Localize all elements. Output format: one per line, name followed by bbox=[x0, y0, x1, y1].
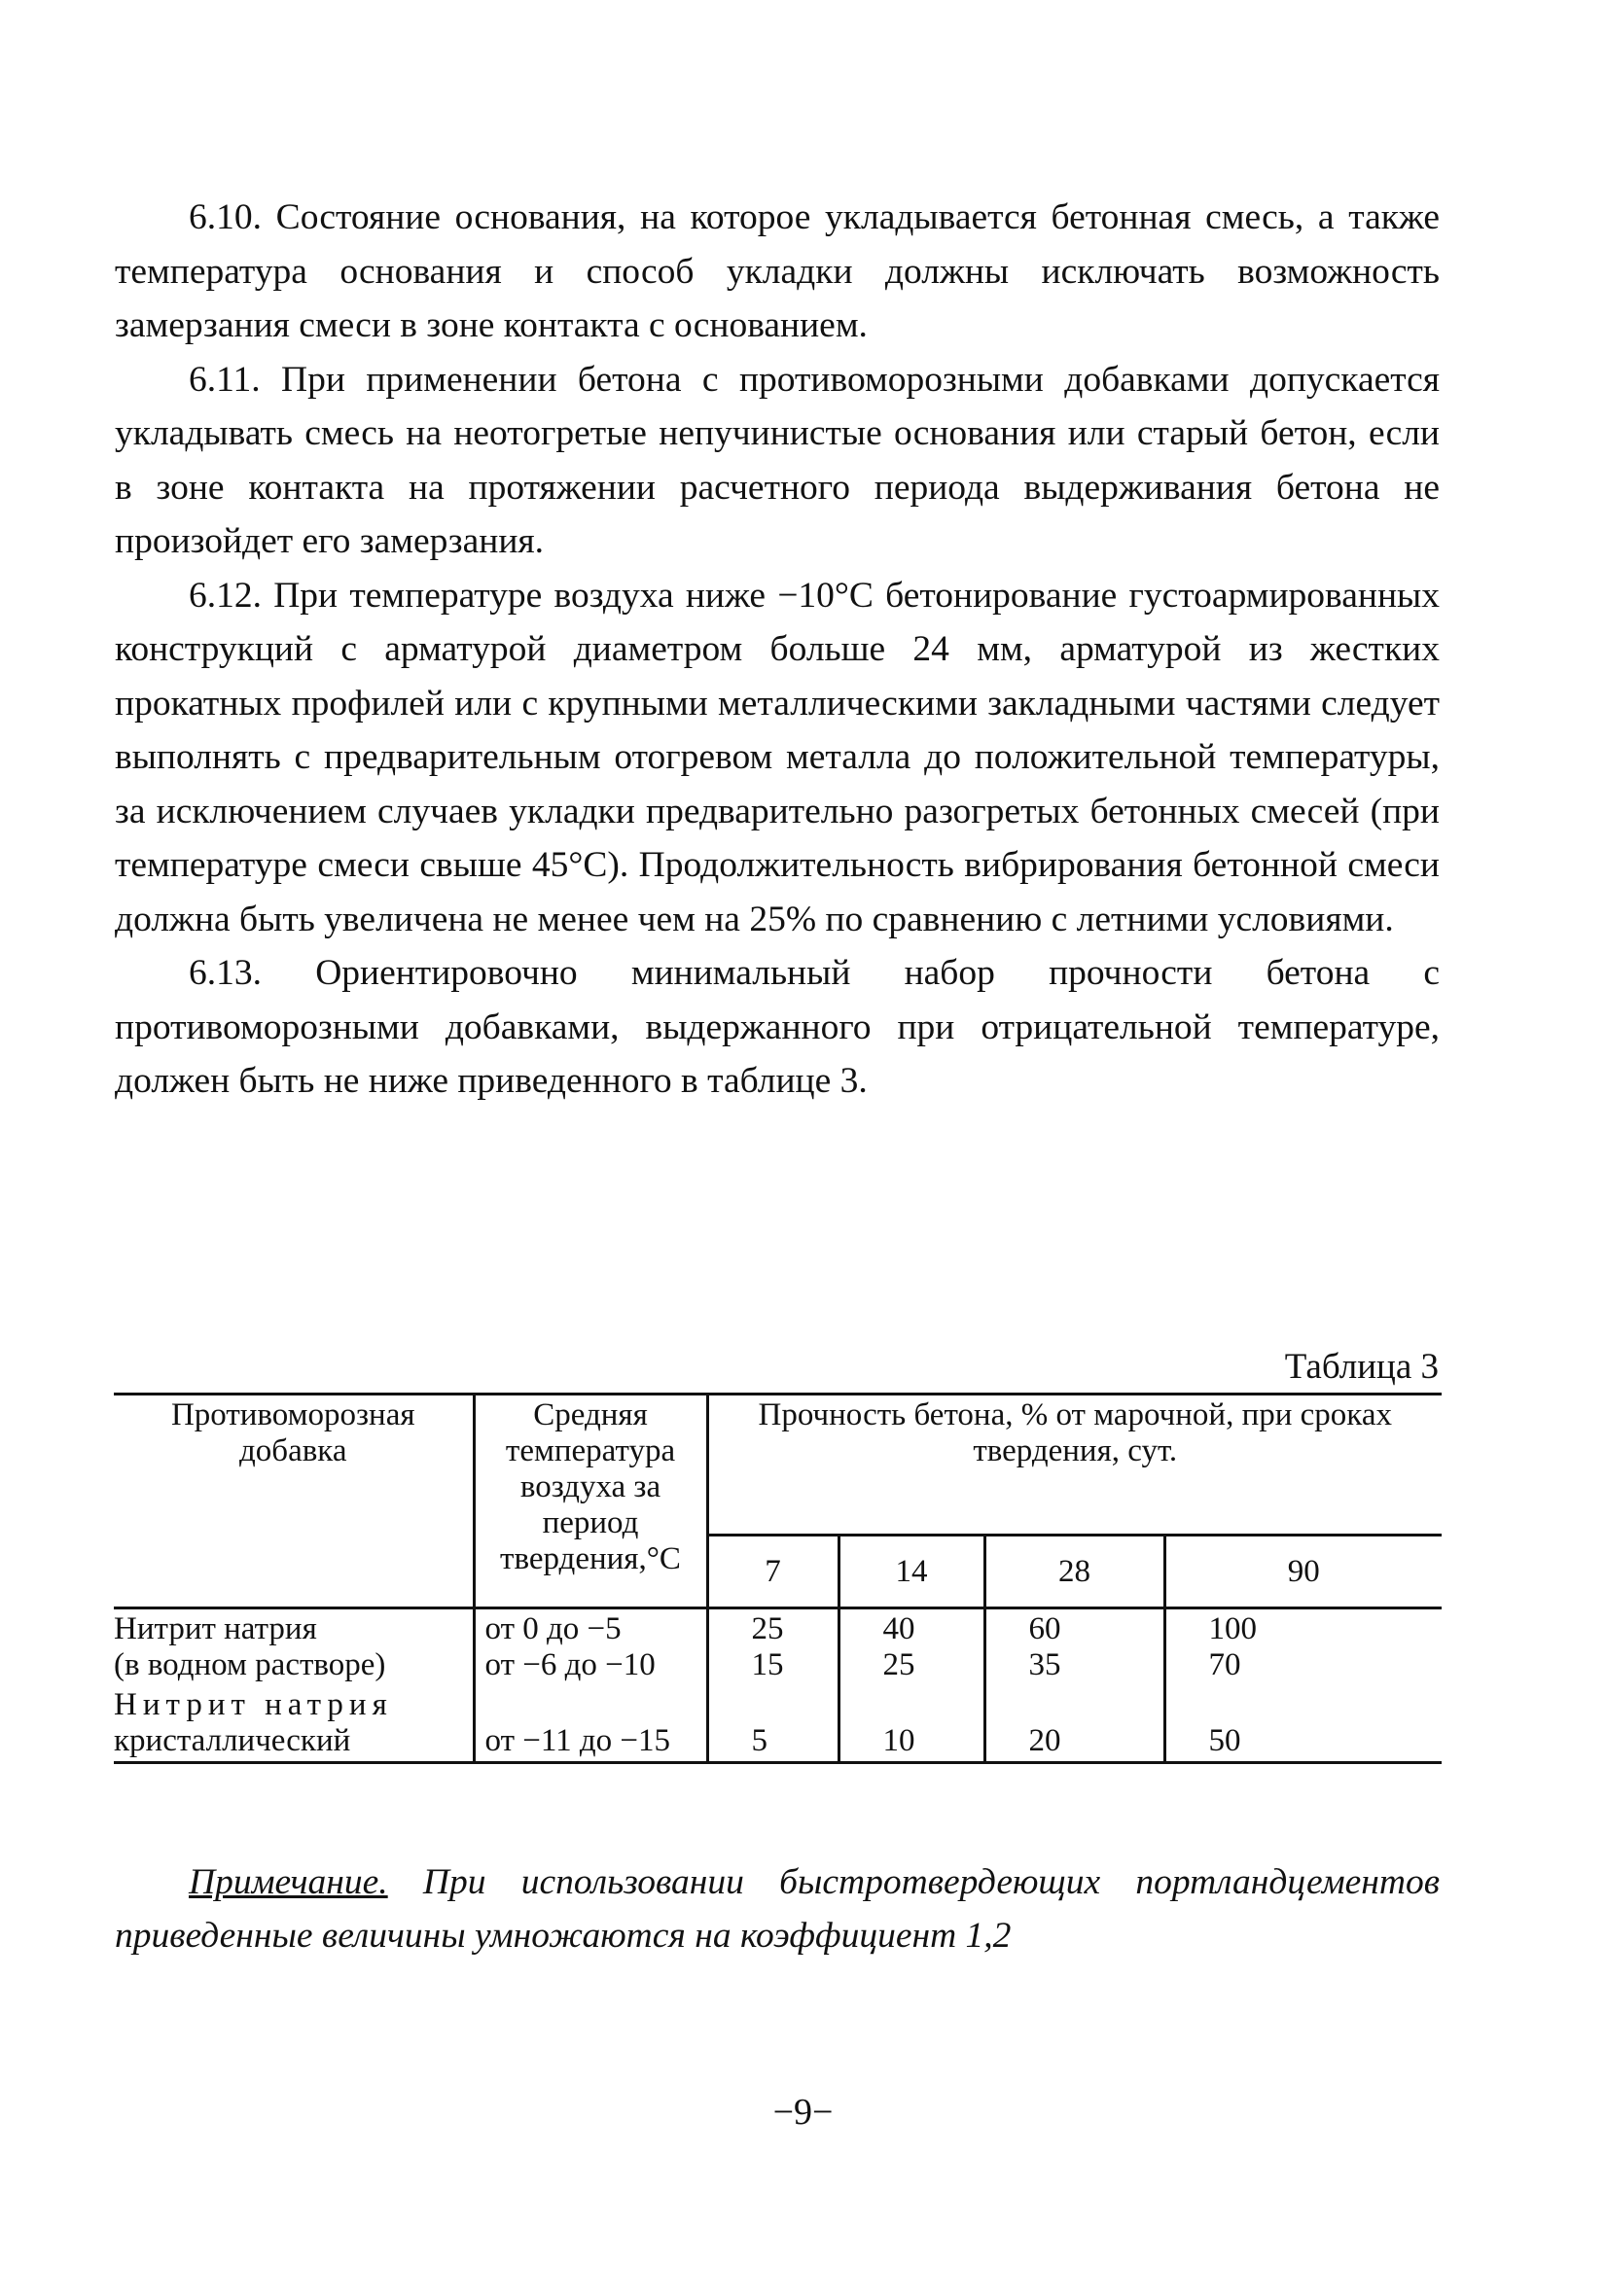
value-cell: 25 bbox=[751, 1611, 784, 1646]
additive-line: кристаллический bbox=[114, 1723, 351, 1758]
value-cell: 10 bbox=[882, 1723, 915, 1758]
paragraph-6-13: 6.13. Ориентировочно минимальный набор прочности бетона с противоморозными добавками, выдержанного при отрицательной температуре, должен быть не ниже приведенного в таблице 3. bbox=[115, 953, 1440, 1101]
header-day-7: 7 bbox=[707, 1536, 839, 1608]
table-label: Таблица 3 bbox=[1284, 1347, 1439, 1387]
value-cell: 40 bbox=[882, 1611, 915, 1646]
header-day-28: 28 bbox=[984, 1536, 1164, 1608]
paragraph-6-11: 6.11. При применении бетона с противоморозными добавками допускается укладывать смесь на неотогретые непучинистые основания или старый бетон, если в зоне контакта на протяжении расчетного периода выдерживания бетона не произойдет его замерзания. bbox=[115, 359, 1440, 561]
value-cell: 5 bbox=[751, 1723, 767, 1758]
header-additive: Противоморозная добавка bbox=[114, 1395, 474, 1608]
additive-line: Нитрит натрия bbox=[114, 1611, 317, 1646]
note-text: При использовании быстротвердеющих портландцементов приведенные величины умножаются на коэффициент 1,2 bbox=[115, 1861, 1440, 1956]
additive-line: Нитрит натрия bbox=[114, 1687, 393, 1722]
table-row bbox=[114, 1685, 1442, 1763]
additive-line: (в водном растворе) bbox=[114, 1647, 386, 1682]
value-cell: 70 bbox=[1208, 1647, 1241, 1682]
value-cell: 25 bbox=[882, 1647, 915, 1682]
value-cell: 100 bbox=[1208, 1611, 1257, 1646]
value-cell: 60 bbox=[1028, 1611, 1061, 1646]
note-label: Примечание. bbox=[189, 1861, 388, 1902]
value-cell: 15 bbox=[751, 1647, 784, 1682]
strength-table bbox=[114, 1393, 1442, 1764]
header-day-14: 14 bbox=[839, 1536, 984, 1608]
paragraph-6-12: 6.12. При температуре воздуха ниже −10°С бетонирование густоармированных конструкций с арматурой диаметром больше 24 мм, арматурой из жестких прокатных профилей или с крупными металлическими закладными частями следует выполнять с предварительным отогревом металла до положительной температуры, за исключением случаев укладки предварительно разогретых бетонных смесей (при температуре смеси свыше 45°С). Продолжительность вибрирования бетонной смеси должна быть увеличена не менее чем на 25% по сравнению с летними условиями. bbox=[115, 575, 1440, 939]
value-cell: 50 bbox=[1208, 1723, 1241, 1758]
table-note bbox=[115, 1855, 1440, 1962]
value-cell: 35 bbox=[1028, 1647, 1061, 1682]
header-strength: Прочность бетона, % от марочной, при сроках твердения, сут. bbox=[707, 1395, 1442, 1536]
paragraph-6-10: 6.10. Состояние основания, на которое укладывается бетонная смесь, а также температура основания и способ укладки должны исключать возможность замерзания смеси в зоне контакта с основанием. bbox=[115, 197, 1440, 345]
temperature-cell: от 0 до −5 bbox=[484, 1611, 622, 1646]
header-day-90: 90 bbox=[1164, 1536, 1442, 1608]
table-row bbox=[114, 1608, 1442, 1686]
temperature-cell: от −11 до −15 bbox=[484, 1723, 671, 1758]
temperature-cell: от −6 до −10 bbox=[484, 1647, 656, 1682]
page-number: −9− bbox=[772, 2092, 834, 2133]
header-temperature: Средняя температура воздуха за период твердения,°С bbox=[474, 1395, 707, 1608]
body-text bbox=[115, 191, 1440, 1109]
value-cell: 20 bbox=[1028, 1723, 1061, 1758]
